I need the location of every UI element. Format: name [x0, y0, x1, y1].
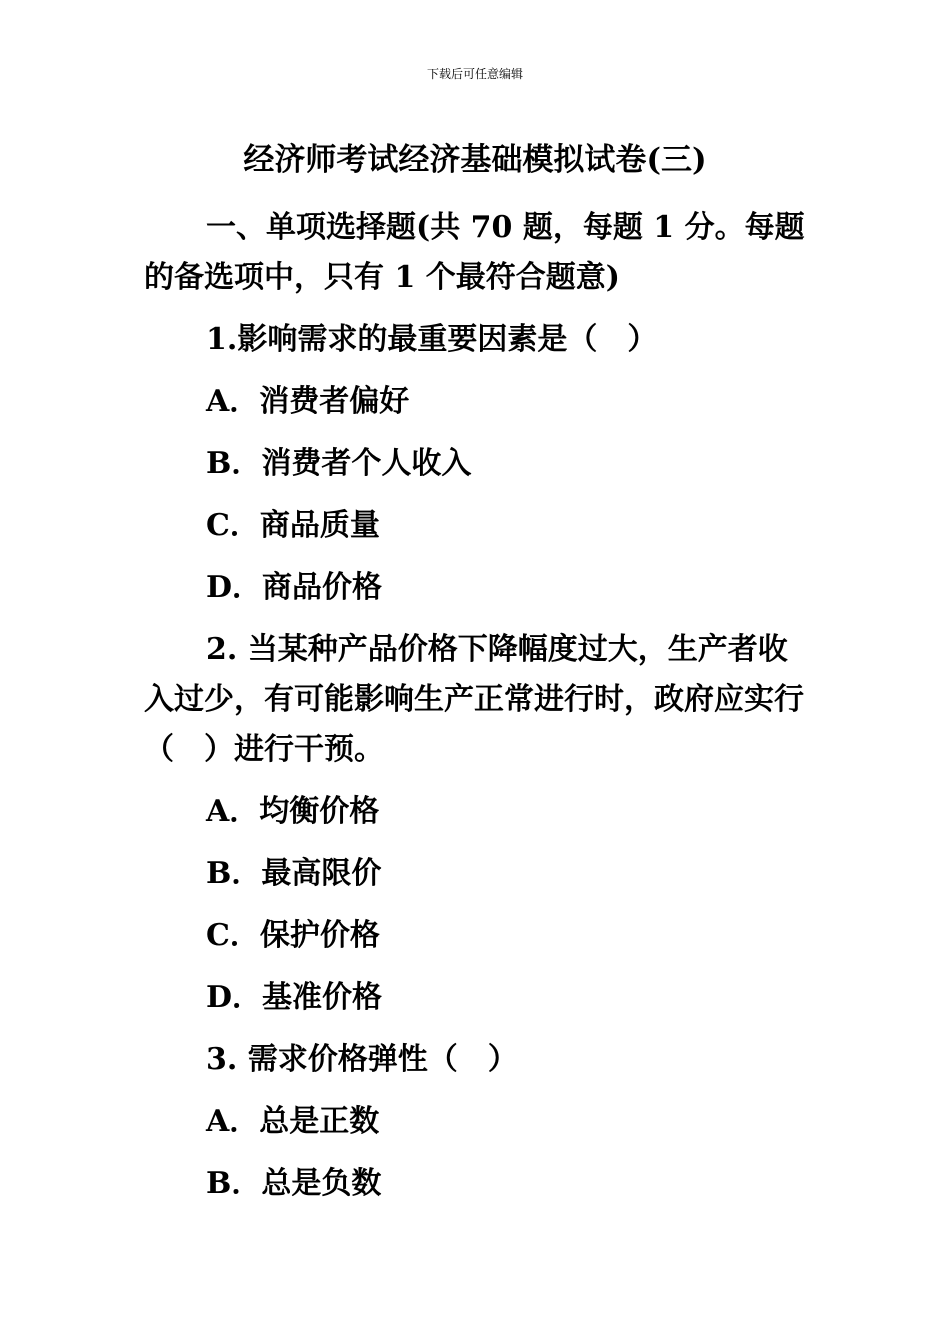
question-2-stem: 2. 当某种产品价格下降幅度过大，生产者收入过少，有可能影响生产正常进行时，政府应实行（ ）进行干预。: [144, 632, 804, 767]
question-1-option-b: B．消费者个人收入: [206, 446, 472, 481]
question-1-stem: 1.影响需求的最重要因素是（ ）: [206, 322, 658, 357]
question-3-stem: 3. 需求价格弹性（ ）: [206, 1042, 518, 1077]
question-1-option-d: D．商品价格: [206, 570, 383, 605]
question-2-option-b: B．最高限价: [206, 856, 382, 891]
question-1-option-c: C．商品质量: [206, 508, 380, 543]
document-title: 经济师考试经济基础模拟试卷(三): [243, 142, 707, 178]
document-body: [144, 203, 814, 1221]
section-heading: 一、单项选择题(共 70 题，每题 1 分。每题的备选项中，只有 1 个最符合题意): [144, 210, 805, 295]
question-2-option-c: C．保护价格: [206, 918, 380, 953]
question-2-option-a: A．均衡价格: [206, 794, 380, 829]
question-2-option-d: D．基准价格: [206, 980, 383, 1015]
question-1-option-a: A．消费者偏好: [206, 384, 410, 419]
question-3-option-a: A．总是正数: [206, 1104, 380, 1139]
question-3-option-b: B．总是负数: [206, 1166, 382, 1201]
download-note: 下载后可任意编辑: [426, 67, 523, 81]
